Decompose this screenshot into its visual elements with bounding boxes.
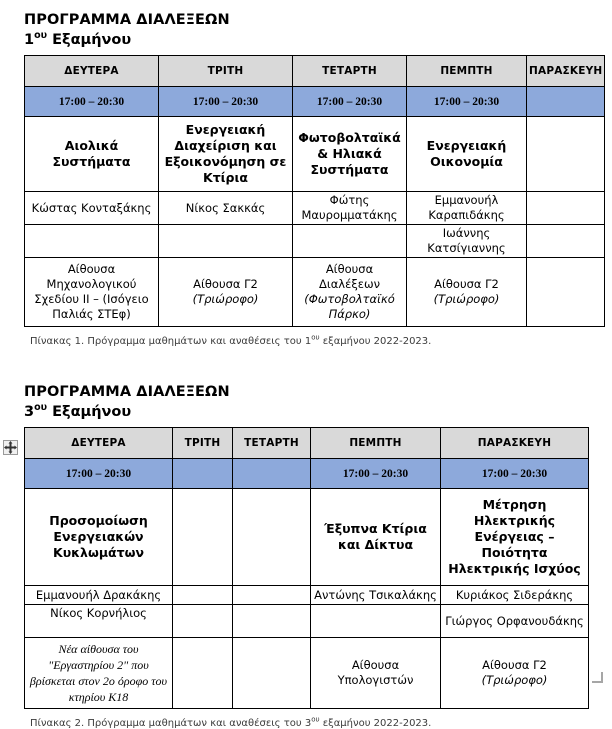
- room-cell-thursday[interactable]: Αίθουσα Υπολογιστών: [311, 638, 441, 709]
- caption-text-before: Πίνακας 2. Πρόγραμμα μαθημάτων και αναθέσεις του 3: [30, 718, 312, 729]
- day-header-monday: ΔΕΥΤΕΡΑ: [25, 56, 159, 87]
- schedule-table-semester-3[interactable]: [24, 427, 589, 709]
- day-header-wednesday: ΤΕΤΑΡΤΗ: [233, 428, 311, 459]
- room-detail: (Τριώροφο): [481, 673, 548, 687]
- instructor2-cell-tuesday[interactable]: [173, 605, 233, 638]
- table-row-times: [25, 459, 589, 489]
- table-caption-1: [0, 333, 612, 347]
- table-resize-handle[interactable]: [592, 672, 603, 683]
- course-cell-tuesday[interactable]: Ενεργειακή Διαχείριση και Εξοικονόμηση σε Κτίρια: [159, 117, 293, 192]
- day-header-thursday: ΠΕΜΠΤΗ: [407, 56, 527, 87]
- day-header-thursday: ΠΕΜΠΤΗ: [311, 428, 441, 459]
- instructor-cell-monday[interactable]: Εμμανουήλ Δρακάκης: [25, 586, 173, 605]
- course-cell-monday[interactable]: Προσομοίωση Ενεργειακών Κυκλωμάτων: [25, 489, 173, 586]
- table-row-courses: [25, 489, 589, 586]
- day-header-tuesday: ΤΡΙΤΗ: [159, 56, 293, 87]
- page-subtitle-2: [0, 402, 612, 423]
- room-cell-thursday[interactable]: [407, 258, 527, 327]
- room-detail: (Τριώροφο): [433, 292, 500, 306]
- table-row-times: [25, 87, 605, 117]
- instructor-cell-monday[interactable]: Κώστας Κονταξάκης: [25, 192, 159, 225]
- page-subtitle-1: [0, 30, 612, 51]
- instructor-cell-wednesday[interactable]: Φώτης Μαυρομματάκης: [293, 192, 407, 225]
- room-cell-wednesday[interactable]: [293, 258, 407, 327]
- table-row-instructors-secondary: [25, 605, 589, 638]
- instructor-cell-tuesday[interactable]: Νίκος Σακκάς: [159, 192, 293, 225]
- course-cell-thursday[interactable]: Ενεργειακή Οικονομία: [407, 117, 527, 192]
- time-cell-thursday[interactable]: 17:00 – 20:30: [311, 459, 441, 489]
- day-header-wednesday: ΤΕΤΑΡΤΗ: [293, 56, 407, 87]
- course-cell-tuesday[interactable]: [173, 489, 233, 586]
- semester-number-1: 1: [24, 32, 35, 48]
- semester-word-2: Εξαμήνου: [47, 404, 132, 420]
- day-header-friday: ΠΑΡΑΣΚΕΥΗ: [527, 56, 605, 87]
- room-detail: (Φωτοβολταϊκό Πάρκο): [304, 292, 395, 321]
- schedule-section-semester-3: [0, 382, 612, 729]
- instructor-cell-friday[interactable]: Κυριάκος Σιδεράκης: [441, 586, 589, 605]
- room-cell-wednesday[interactable]: [233, 638, 311, 709]
- room-name: Αίθουσα Γ2: [482, 658, 547, 672]
- table-header-row: [25, 56, 605, 87]
- time-cell-monday[interactable]: 17:00 – 20:30: [25, 459, 173, 489]
- day-header-friday: ΠΑΡΑΣΚΕΥΗ: [441, 428, 589, 459]
- instructor2-cell-thursday[interactable]: Ιωάννης Κατσίγιαννης: [407, 225, 527, 258]
- day-header-monday: ΔΕΥΤΕΡΑ: [25, 428, 173, 459]
- semester-ordinal-1: ου: [34, 30, 48, 42]
- table-caption-2: [0, 715, 612, 729]
- instructor-cell-wednesday[interactable]: [233, 586, 311, 605]
- instructor2-cell-monday[interactable]: Νίκος Κορνήλιος: [25, 605, 173, 638]
- page-title-2: ΠΡΟΓΡΑΜΜΑ ΔΙΑΛΕΞΕΩΝ: [24, 384, 230, 400]
- table-row-instructors-primary: [25, 586, 589, 605]
- course-cell-friday[interactable]: Μέτρηση Ηλεκτρικής Ενέργειας – Ποιότητα Ηλεκτρικής Ισχύος: [441, 489, 589, 586]
- table-row-rooms: [25, 638, 589, 709]
- table-row-instructors-primary: [25, 192, 605, 225]
- room-name: Αίθουσα Γ2: [434, 277, 499, 291]
- course-cell-wednesday[interactable]: [233, 489, 311, 586]
- instructor2-cell-wednesday[interactable]: [293, 225, 407, 258]
- semester-ordinal-2: ου: [34, 402, 48, 414]
- instructor2-cell-thursday[interactable]: [311, 605, 441, 638]
- instructor2-cell-friday[interactable]: [527, 225, 605, 258]
- instructor2-cell-wednesday[interactable]: [233, 605, 311, 638]
- instructor2-cell-monday[interactable]: [25, 225, 159, 258]
- room-cell-friday[interactable]: [441, 638, 589, 709]
- instructor-cell-tuesday[interactable]: [173, 586, 233, 605]
- course-cell-thursday[interactable]: Έξυπνα Κτίρια και Δίκτυα: [311, 489, 441, 586]
- caption-ordinal: ου: [311, 715, 320, 724]
- caption-text-after: εξαμήνου 2022-2023.: [319, 336, 432, 347]
- page-title-1: ΠΡΟΓΡΑΜΜΑ ΔΙΑΛΕΞΕΩΝ: [24, 12, 230, 28]
- course-cell-friday[interactable]: [527, 117, 605, 192]
- course-cell-monday[interactable]: Αιολικά Συστήματα: [25, 117, 159, 192]
- semester-word-1: Εξαμήνου: [47, 32, 132, 48]
- table-move-handle[interactable]: [3, 440, 18, 455]
- instructor2-cell-tuesday[interactable]: [159, 225, 293, 258]
- instructor-cell-thursday[interactable]: Εμμανουήλ Καραπιδάκης: [407, 192, 527, 225]
- day-header-tuesday: ΤΡΙΤΗ: [173, 428, 233, 459]
- time-cell-friday[interactable]: 17:00 – 20:30: [441, 459, 589, 489]
- room-cell-friday[interactable]: [527, 258, 605, 327]
- room-cell-monday[interactable]: Νέα αίθουσα του "Εργαστηρίου 2" που βρίσκεται στον 2ο όροφο του κτηρίου Κ18: [25, 638, 173, 709]
- caption-text-before: Πίνακας 1. Πρόγραμμα μαθημάτων και αναθέσεις του 1: [30, 336, 312, 347]
- course-cell-wednesday[interactable]: Φωτοβολταϊκά & Ηλιακά Συστήματα: [293, 117, 407, 192]
- time-cell-thursday[interactable]: 17:00 – 20:30: [407, 87, 527, 117]
- schedule-section-semester-1: [0, 10, 612, 347]
- room-detail: (Τριώροφο): [192, 292, 259, 306]
- instructor-cell-friday[interactable]: [527, 192, 605, 225]
- caption-text-after: εξαμήνου 2022-2023.: [319, 718, 432, 729]
- time-cell-tuesday[interactable]: [173, 459, 233, 489]
- room-cell-monday[interactable]: [25, 258, 159, 327]
- room-cell-tuesday[interactable]: [173, 638, 233, 709]
- table-row-rooms: [25, 258, 605, 327]
- instructor2-cell-friday[interactable]: Γιώργος Ορφανουδάκης: [441, 605, 589, 638]
- time-cell-tuesday[interactable]: 17:00 – 20:30: [159, 87, 293, 117]
- caption-ordinal: ου: [311, 333, 320, 342]
- schedule-table-semester-1[interactable]: [24, 55, 605, 327]
- time-cell-wednesday[interactable]: 17:00 – 20:30: [293, 87, 407, 117]
- room-name: Αίθουσα Γ2: [193, 277, 258, 291]
- instructor-cell-thursday[interactable]: Αντώνης Τσικαλάκης: [311, 586, 441, 605]
- table-header-row: [25, 428, 589, 459]
- table-row-courses: [25, 117, 605, 192]
- time-cell-monday[interactable]: 17:00 – 20:30: [25, 87, 159, 117]
- semester-number-2: 3: [24, 404, 35, 420]
- room-cell-tuesday[interactable]: [159, 258, 293, 327]
- room-name: Αίθουσα Μηχανολογικού Σχεδίου ΙΙ – (Ισόγειο Παλιάς ΣΤΕφ): [34, 262, 149, 321]
- room-name: Αίθουσα Διαλέξεων: [318, 262, 381, 291]
- time-cell-friday[interactable]: [527, 87, 605, 117]
- time-cell-wednesday[interactable]: [233, 459, 311, 489]
- table-row-instructors-secondary: [25, 225, 605, 258]
